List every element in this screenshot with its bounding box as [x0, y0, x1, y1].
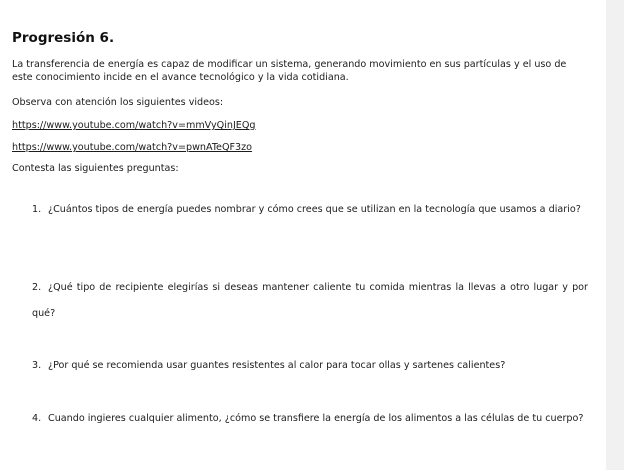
- intro-paragraph: La transferencia de energía es capaz de modificar un sistema, generando movimiento en sus partículas y el uso de este conocimiento incide en el avance tecnológico y la vida cotidiana.: [12, 59, 567, 83]
- video-link-2[interactable]: https://www.youtube.com/watch?v=pwnATeQF3zo: [12, 142, 253, 153]
- video-link-1[interactable]: https://www.youtube.com/watch?v=mmVyQinJEQg: [12, 120, 256, 131]
- question-text: ¿Qué tipo de recipiente elegirías si deseas mantener caliente tu comida mientras la llevas a otro lugar y por qué?: [32, 282, 588, 319]
- observe-instruction: Observa con atención los siguientes videos:: [12, 97, 224, 108]
- question-text: Cuando ingieres cualquier alimento, ¿cómo se transfiere la energía de los alimentos a las células de tu cuerpo?: [48, 413, 584, 424]
- page-edge-margin: [606, 0, 624, 470]
- question-text: ¿Cuántos tipos de energía puedes nombrar y cómo crees que se utilizan en la tecnología que usamos a diario?: [48, 204, 581, 215]
- question-number: 2.: [32, 282, 42, 293]
- question-1: [32, 197, 588, 223]
- question-2: [32, 275, 588, 327]
- question-number: 4.: [32, 413, 42, 424]
- question-text: ¿Por qué se recomienda usar guantes resistentes al calor para tocar ollas y sartenes calientes?: [48, 360, 506, 371]
- question-4: [32, 406, 588, 432]
- document-page: [12, 0, 604, 470]
- question-3: [32, 353, 588, 379]
- answer-instruction: Contesta las siguientes preguntas:: [12, 163, 179, 174]
- page-title: Progresión 6.: [12, 30, 115, 46]
- question-number: 1.: [32, 204, 42, 215]
- question-number: 3.: [32, 360, 42, 371]
